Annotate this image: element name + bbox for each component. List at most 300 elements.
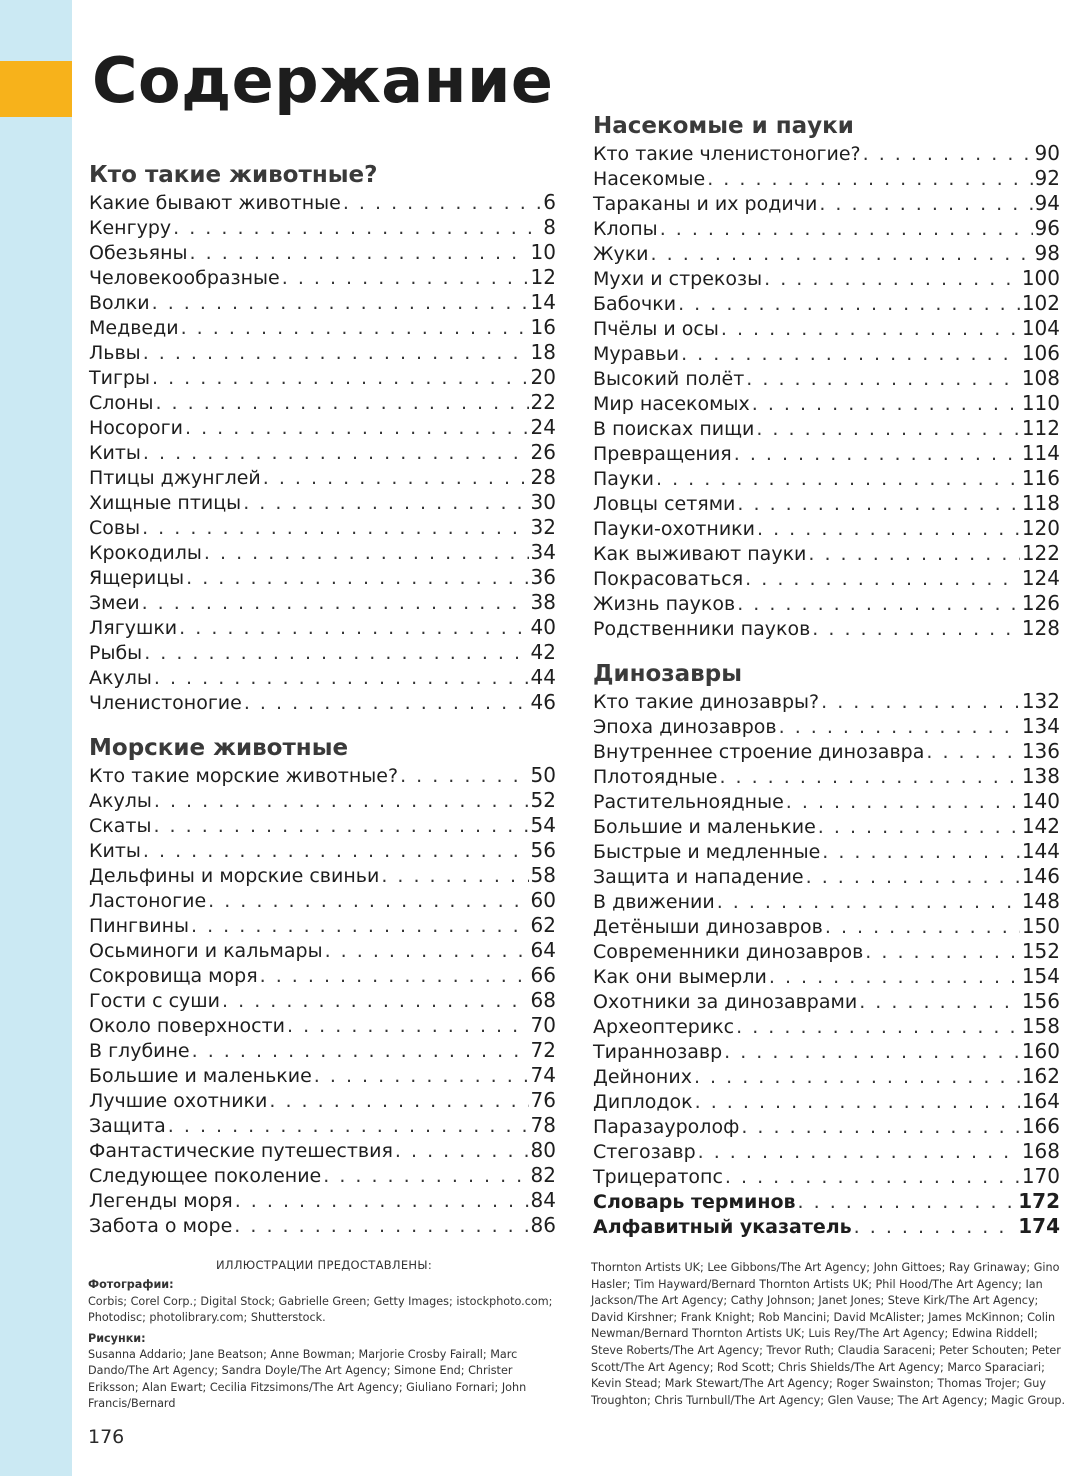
toc-entry[interactable] (593, 616, 1060, 641)
dot-leader (798, 1190, 1017, 1215)
dot-leader (260, 964, 529, 989)
entry-title: Пчёлы и осы (593, 318, 719, 340)
entry-title: Как выживают пауки (593, 543, 807, 565)
dot-leader (343, 191, 541, 216)
entry-page-number: 114 (1021, 441, 1060, 465)
entry-title: Носороги (89, 417, 183, 439)
toc-entry[interactable] (89, 838, 556, 863)
dot-leader (143, 441, 529, 466)
dot-leader (651, 242, 1033, 267)
entry-title: Лягушки (89, 617, 178, 639)
dot-leader (806, 865, 1020, 890)
section-title: Динозавры (593, 661, 742, 687)
entry-page-number: 162 (1021, 1064, 1060, 1088)
toc-entry[interactable] (593, 141, 1060, 166)
toc-column-right (593, 111, 1060, 1257)
entry-title: Ящерицы (89, 567, 185, 589)
dot-leader (153, 814, 528, 839)
page-number: 176 (88, 1426, 125, 1448)
dot-leader (144, 641, 528, 666)
entry-title: Эпоха динозавров (593, 716, 777, 738)
dot-leader (287, 1014, 529, 1039)
entry-title: Членистоногие (89, 692, 242, 714)
entry-title: Трицератопс (593, 1166, 723, 1188)
entry-title: В движении (593, 891, 715, 913)
toc-entry[interactable] (593, 1189, 1060, 1214)
toc-entry[interactable] (593, 266, 1060, 291)
entry-title: Змеи (89, 592, 140, 614)
entry-title: Внутреннее строение динозавра (593, 741, 925, 763)
entry-page-number: 126 (1021, 591, 1060, 615)
entry-page-number: 174 (1018, 1214, 1060, 1238)
dot-leader (818, 815, 1020, 840)
toc-entry[interactable] (593, 416, 1060, 441)
dot-leader (734, 442, 1020, 467)
entry-page-number: 42 (530, 640, 556, 664)
entry-title: Клопы (593, 218, 658, 240)
entry-page-number: 26 (530, 440, 556, 464)
dot-leader (155, 391, 528, 416)
toc-entry[interactable] (89, 813, 556, 838)
entry-page-number: 94 (1034, 191, 1060, 215)
toc-section (593, 659, 1060, 1239)
entry-title: Современники динозавров (593, 941, 864, 963)
toc-entry[interactable] (89, 465, 556, 490)
entry-title: Жуки (593, 243, 649, 265)
dot-leader (694, 1065, 1020, 1090)
toc-entry[interactable] (89, 888, 556, 913)
dot-leader (769, 965, 1020, 990)
dot-leader (786, 790, 1020, 815)
toc-entry[interactable] (593, 441, 1060, 466)
entry-page-number: 96 (1034, 216, 1060, 240)
entry-page-number: 142 (1021, 814, 1060, 838)
entry-title: Дейноних (593, 1066, 692, 1088)
toc-entry[interactable] (593, 839, 1060, 864)
toc-entry[interactable] (593, 714, 1060, 739)
dot-leader (400, 764, 528, 789)
entry-title: Растительноядные (593, 791, 784, 813)
entry-title: Сокровища моря (89, 965, 258, 987)
entry-title: Рыбы (89, 642, 143, 664)
entry-page-number: 132 (1021, 689, 1060, 713)
dot-leader (725, 1165, 1020, 1190)
entry-title: Львы (89, 342, 141, 364)
entry-page-number: 92 (1034, 166, 1060, 190)
toc-section (89, 733, 556, 1238)
dot-leader (822, 840, 1020, 865)
toc-entry[interactable] (89, 763, 556, 788)
toc-section (89, 160, 556, 715)
toc-entry[interactable] (89, 640, 556, 665)
toc-column-left (89, 160, 556, 1256)
entry-title: Ловцы сетями (593, 493, 736, 515)
entry-page-number: 34 (530, 540, 556, 564)
dot-leader (746, 367, 1020, 392)
drawings-credits: Susanna Addario; Jane Beatson; Anne Bowman; Marjorie Crosby Fairall; Marc Dando/The Art Agency; Sandra Doyle/The Art Agency; Simone End; Christer Eriksson; Alan Ewart; Cecilia Fitzsimons/The Art Agency; Giuliano Fornari; John Francis/Bernard (88, 1348, 527, 1411)
toc-entry[interactable] (89, 365, 556, 390)
entry-title: Легенды моря (89, 1190, 233, 1212)
entry-title: Словарь терминов (593, 1191, 796, 1213)
entry-title: Ластоногие (89, 890, 207, 912)
entry-page-number: 86 (530, 1213, 556, 1237)
entry-title: Следующее поколение (89, 1165, 322, 1187)
entry-page-number: 38 (530, 590, 556, 614)
toc-entry[interactable] (89, 690, 556, 715)
entry-title: Родственники пауков (593, 618, 811, 640)
entry-page-number: 28 (530, 465, 556, 489)
entry-page-number: 128 (1021, 616, 1060, 640)
dot-leader (719, 765, 1019, 790)
toc-entry[interactable] (593, 566, 1060, 591)
entry-page-number: 150 (1021, 914, 1060, 938)
toc-entry[interactable] (89, 265, 556, 290)
toc-entry[interactable] (593, 191, 1060, 216)
entry-page-number: 158 (1021, 1014, 1060, 1038)
dot-leader (143, 839, 529, 864)
dot-leader (819, 192, 1032, 217)
entry-title: Стегозавр (593, 1141, 696, 1163)
entry-title: Акулы (89, 667, 152, 689)
entry-page-number: 10 (530, 240, 556, 264)
entry-page-number: 106 (1021, 341, 1060, 365)
toc-entry[interactable] (593, 1064, 1060, 1089)
toc-entry[interactable] (89, 988, 556, 1013)
entry-title: Покрасоваться (593, 568, 744, 590)
toc-entry[interactable] (89, 340, 556, 365)
toc-entry[interactable] (89, 1038, 556, 1063)
entry-page-number: 166 (1021, 1114, 1060, 1138)
toc-entry[interactable] (593, 291, 1060, 316)
toc-entry[interactable] (593, 964, 1060, 989)
entry-page-number: 62 (530, 913, 556, 937)
toc-entry[interactable] (89, 615, 556, 640)
entry-page-number: 52 (530, 788, 556, 812)
entry-page-number: 22 (530, 390, 556, 414)
toc-entry[interactable] (593, 689, 1060, 714)
entry-page-number: 74 (530, 1063, 556, 1087)
toc-entry[interactable] (89, 963, 556, 988)
entry-title: Высокий полёт (593, 368, 745, 390)
entry-page-number: 134 (1021, 714, 1060, 738)
dot-leader (656, 467, 1020, 492)
section-title: Морские животные (89, 735, 349, 761)
toc-entry[interactable] (89, 390, 556, 415)
entry-title: Диплодок (593, 1091, 693, 1113)
entry-page-number: 168 (1021, 1139, 1060, 1163)
page-title: Содержание (92, 44, 554, 117)
entry-page-number: 124 (1021, 566, 1060, 590)
entry-title: Насекомые (593, 168, 706, 190)
entry-title: Бабочки (593, 293, 677, 315)
dot-leader (154, 666, 529, 691)
dot-leader (381, 864, 528, 889)
toc-entry[interactable] (593, 166, 1060, 191)
entry-page-number: 98 (1034, 241, 1060, 265)
entry-page-number: 58 (530, 863, 556, 887)
entry-page-number: 100 (1021, 266, 1060, 290)
entry-title: Кто такие динозавры? (593, 691, 820, 713)
toc-entry[interactable] (593, 889, 1060, 914)
toc-entry[interactable] (593, 316, 1060, 341)
dot-leader (678, 292, 1020, 317)
entry-title: Фантастические путешествия (89, 1140, 393, 1162)
toc-entry[interactable] (593, 989, 1060, 1014)
entry-title: Человекообразные (89, 267, 280, 289)
dot-leader (745, 567, 1020, 592)
dot-leader (821, 690, 1020, 715)
dot-leader (721, 317, 1020, 342)
dot-leader (185, 416, 529, 441)
entry-title: Кенгуру (89, 217, 172, 239)
toc-entry[interactable] (593, 541, 1060, 566)
dot-leader (143, 341, 529, 366)
toc-entry[interactable] (89, 515, 556, 540)
entry-page-number: 12 (530, 265, 556, 289)
entry-title: Кто такие членистоногие? (593, 143, 861, 165)
dot-leader (314, 1064, 529, 1089)
dot-leader (325, 939, 529, 964)
toc-entry[interactable] (593, 1014, 1060, 1039)
entry-page-number: 24 (530, 415, 556, 439)
entry-title: Тараканы и их родичи (593, 193, 818, 215)
entry-title: Хищные птицы (89, 492, 242, 514)
entry-title: Мухи и стрекозы (593, 268, 763, 290)
dot-leader (756, 417, 1019, 442)
dot-leader (695, 1090, 1020, 1115)
toc-entry[interactable] (593, 216, 1060, 241)
toc-entry[interactable] (89, 788, 556, 813)
toc-entry[interactable] (89, 415, 556, 440)
entry-page-number: 154 (1021, 964, 1060, 988)
toc-entry[interactable] (593, 864, 1060, 889)
dot-leader (168, 1114, 529, 1139)
dot-leader (812, 617, 1020, 642)
dot-leader (142, 591, 529, 616)
toc-entry[interactable] (593, 466, 1060, 491)
entry-page-number: 136 (1021, 739, 1060, 763)
toc-entry[interactable] (593, 1139, 1060, 1164)
entry-title: Совы (89, 517, 141, 539)
toc-entry[interactable] (89, 590, 556, 615)
entry-title: Пингвины (89, 915, 190, 937)
dot-leader (737, 592, 1020, 617)
toc-entry[interactable] (593, 491, 1060, 516)
entry-title: Пауки-охотники (593, 518, 756, 540)
entry-title: Защита и нападение (593, 866, 804, 888)
entry-title: Тираннозавр (593, 1041, 723, 1063)
entry-title: Алфавитный указатель (593, 1216, 852, 1238)
entry-title: Киты (89, 442, 141, 464)
toc-entry[interactable] (593, 516, 1060, 541)
dot-leader (698, 1140, 1020, 1165)
entry-title: Мир насекомых (593, 393, 750, 415)
entry-page-number: 156 (1021, 989, 1060, 1013)
toc-entry[interactable] (89, 240, 556, 265)
dot-leader (235, 1189, 529, 1214)
toc-entry[interactable] (89, 440, 556, 465)
dot-leader (282, 266, 529, 291)
toc-entry[interactable] (89, 1163, 556, 1188)
dot-leader (243, 491, 528, 516)
entry-page-number: 108 (1021, 366, 1060, 390)
entry-title: В глубине (89, 1040, 190, 1062)
dot-leader (181, 316, 529, 341)
toc-entry[interactable] (89, 1113, 556, 1138)
entry-page-number: 140 (1021, 789, 1060, 813)
toc-entry[interactable] (593, 739, 1060, 764)
dot-leader (865, 940, 1020, 965)
dot-leader (741, 1115, 1019, 1140)
entry-title: Киты (89, 840, 141, 862)
dot-leader (222, 989, 529, 1014)
toc-entry[interactable] (89, 315, 556, 340)
toc-entry[interactable] (593, 789, 1060, 814)
toc-entry[interactable] (89, 938, 556, 963)
entry-page-number: 60 (530, 888, 556, 912)
entry-page-number: 90 (1034, 141, 1060, 165)
toc-entry[interactable] (593, 341, 1060, 366)
entry-page-number: 118 (1021, 491, 1060, 515)
entry-title: Быстрые и медленные (593, 841, 821, 863)
toc-entry[interactable] (593, 764, 1060, 789)
entry-page-number: 78 (530, 1113, 556, 1137)
entry-page-number: 120 (1021, 516, 1060, 540)
dot-leader (736, 1015, 1020, 1040)
dot-leader (142, 516, 528, 541)
toc-entry[interactable] (89, 190, 556, 215)
dot-leader (681, 342, 1020, 367)
toc-entry[interactable] (89, 1138, 556, 1163)
side-color-strip (0, 0, 72, 1476)
toc-entry[interactable] (593, 1164, 1060, 1189)
toc-entry[interactable] (593, 366, 1060, 391)
toc-entry[interactable] (89, 215, 556, 240)
toc-entry[interactable] (89, 290, 556, 315)
toc-entry[interactable] (593, 1039, 1060, 1064)
credits-block-left (88, 1257, 560, 1417)
entry-page-number: 54 (530, 813, 556, 837)
entry-page-number: 144 (1021, 839, 1060, 863)
toc-entry[interactable] (89, 913, 556, 938)
entry-title: Крокодилы (89, 542, 202, 564)
toc-entry[interactable] (593, 1114, 1060, 1139)
toc-entry[interactable] (89, 490, 556, 515)
photos-label: Фотографии: (88, 1278, 174, 1292)
toc-entry[interactable] (593, 1089, 1060, 1114)
entry-page-number: 112 (1021, 416, 1060, 440)
dot-leader (204, 541, 529, 566)
toc-entry[interactable] (593, 914, 1060, 939)
entry-title: Осьминоги и кальмары (89, 940, 323, 962)
entry-title: Волки (89, 292, 150, 314)
toc-entry[interactable] (89, 1088, 556, 1113)
entry-page-number: 18 (530, 340, 556, 364)
entry-page-number: 50 (530, 763, 556, 787)
entry-title: Муравьи (593, 343, 680, 365)
entry-page-number: 64 (530, 938, 556, 962)
entry-title: Обезьяны (89, 242, 188, 264)
dot-leader (191, 914, 529, 939)
toc-entry[interactable] (89, 863, 556, 888)
toc-entry[interactable] (89, 565, 556, 590)
entry-page-number: 104 (1021, 316, 1060, 340)
dot-leader (173, 216, 541, 241)
credits-heading: ИЛЛЮСТРАЦИИ ПРЕДОСТАВЛЕНЫ: (215, 1258, 433, 1272)
toc-entry[interactable] (593, 814, 1060, 839)
entry-title: Забота о море (89, 1215, 233, 1237)
entry-page-number: 170 (1021, 1164, 1060, 1188)
dot-leader (244, 691, 529, 716)
toc-entry[interactable] (89, 1013, 556, 1038)
entry-page-number: 76 (530, 1088, 556, 1112)
entry-page-number: 116 (1021, 466, 1060, 490)
entry-title: Паразауролоф (593, 1116, 740, 1138)
dot-leader (152, 366, 529, 391)
dot-leader (926, 740, 1019, 765)
entry-page-number: 66 (530, 963, 556, 987)
toc-entry[interactable] (89, 540, 556, 565)
dot-leader (269, 1089, 528, 1114)
dot-leader (263, 466, 529, 491)
entry-page-number: 138 (1021, 764, 1060, 788)
entry-page-number: 172 (1018, 1189, 1060, 1213)
toc-section (593, 111, 1060, 641)
toc-entry[interactable] (593, 241, 1060, 266)
toc-entry[interactable] (89, 1213, 556, 1238)
entry-page-number: 44 (530, 665, 556, 689)
entry-page-number: 32 (530, 515, 556, 539)
toc-entry[interactable] (89, 665, 556, 690)
entry-page-number: 30 (530, 490, 556, 514)
dot-leader (707, 167, 1032, 192)
entry-page-number: 36 (530, 565, 556, 589)
toc-entry[interactable] (89, 1188, 556, 1213)
dot-leader (190, 241, 529, 266)
dot-leader (717, 890, 1020, 915)
toc-entry[interactable] (89, 1063, 556, 1088)
entry-title: Гости с суши (89, 990, 221, 1012)
entry-title: Скаты (89, 815, 152, 837)
toc-entry[interactable] (593, 391, 1060, 416)
entry-title: Защита (89, 1115, 166, 1137)
entry-page-number: 14 (530, 290, 556, 314)
dot-leader (154, 789, 529, 814)
toc-entry[interactable] (593, 591, 1060, 616)
entry-page-number: 146 (1021, 864, 1060, 888)
entry-title: Как они вымерли (593, 966, 767, 988)
dot-leader (186, 566, 528, 591)
entry-title: Слоны (89, 392, 154, 414)
entry-page-number: 122 (1021, 541, 1060, 565)
toc-entry[interactable] (593, 1214, 1060, 1239)
entry-title: Около поверхности (89, 1015, 286, 1037)
entry-page-number: 46 (530, 690, 556, 714)
toc-entry[interactable] (593, 939, 1060, 964)
entry-title: Жизнь пауков (593, 593, 736, 615)
entry-page-number: 20 (530, 365, 556, 389)
dot-leader (179, 616, 528, 641)
side-orange-tab (0, 61, 72, 117)
entry-page-number: 80 (530, 1138, 556, 1162)
entry-title: Охотники за динозаврами (593, 991, 858, 1013)
photos-credits: Corbis; Corel Corp.; Digital Stock; Gabrielle Green; Getty Images; istockphoto.com; Photodisc; photolibrary.com; Shutterstock. (88, 1294, 553, 1325)
dot-leader (724, 1040, 1020, 1065)
entry-title: Какие бывают животные (89, 192, 341, 214)
dot-leader (808, 542, 1019, 567)
dot-leader (208, 889, 528, 914)
entry-title: Кто такие морские животные? (89, 765, 399, 787)
